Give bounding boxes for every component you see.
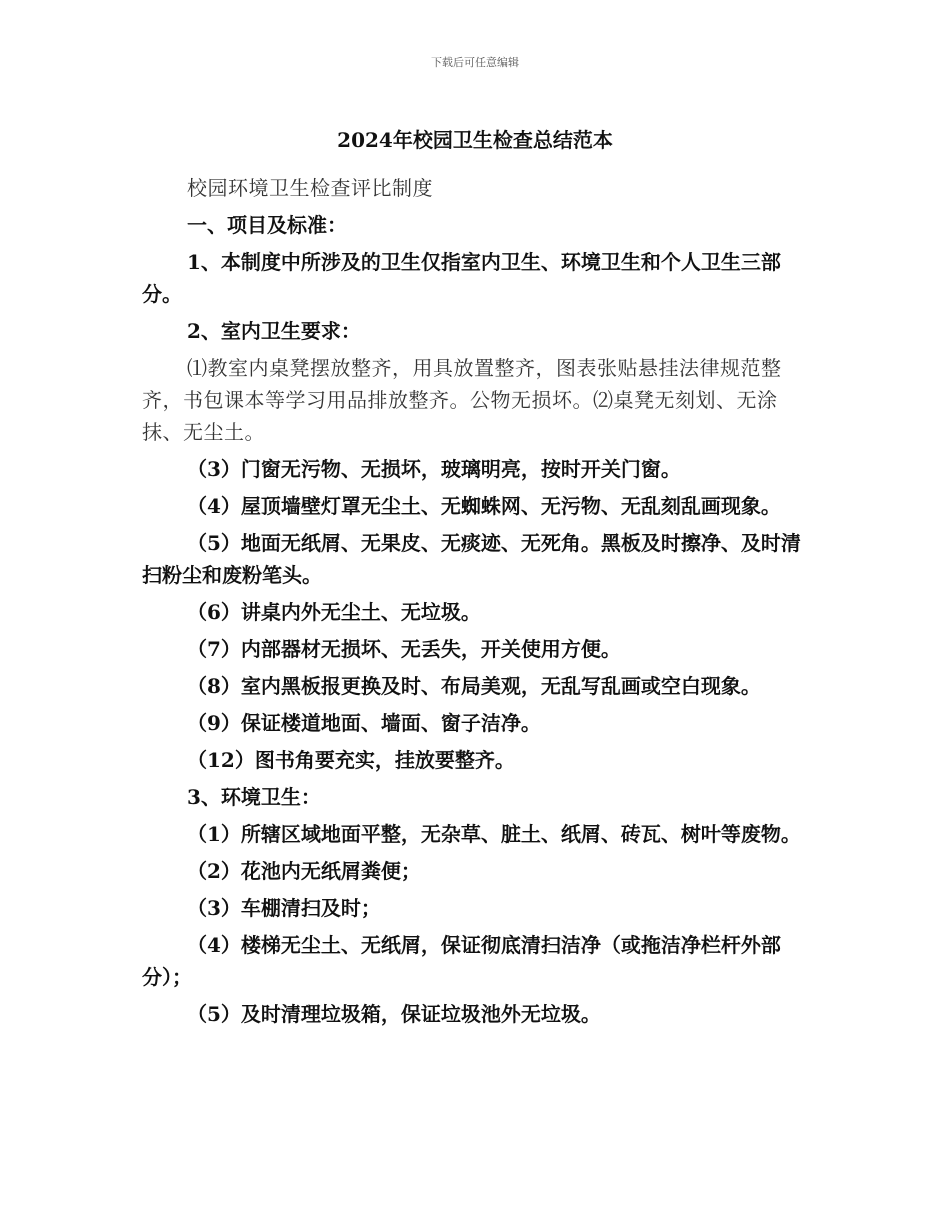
paragraph: （3）车棚清扫及时；	[187, 896, 381, 920]
document-title: 2024年校园卫生检查总结范本	[337, 128, 613, 152]
paragraph: （6）讲桌内外无尘土、无垃圾。	[187, 600, 481, 624]
document-body	[142, 172, 812, 1035]
paragraph: （5）地面无纸屑、无果皮、无痰迹、无死角。黑板及时擦净、及时清扫粉尘和废粉笔头。	[142, 531, 801, 587]
paragraph: ⑴教室内桌凳摆放整齐，用具放置整齐，图表张贴悬挂法律规范整齐，书包课本等学习用品排放整齐。公物无损坏。⑵桌凳无刻划、无涂抹、无尘土。	[142, 356, 782, 444]
paragraph: （8）室内黑板报更换及时、布局美观，无乱写乱画或空白现象。	[187, 674, 761, 698]
paragraph: （3）门窗无污物、无损坏，玻璃明亮，按时开关门窗。	[187, 457, 681, 481]
paragraph: （1）所辖区域地面平整，无杂草、脏土、纸屑、砖瓦、树叶等废物。	[187, 822, 801, 846]
paragraph: 2、室内卫生要求：	[187, 319, 361, 343]
paragraph: 3、环境卫生：	[187, 785, 321, 809]
paragraph: （12）图书角要充实，挂放要整齐。	[187, 748, 515, 772]
paragraph: 1、本制度中所涉及的卫生仅指室内卫生、环境卫生和个人卫生三部分。	[142, 250, 781, 306]
paragraph: 校园环境卫生检查评比制度	[187, 176, 433, 200]
paragraph: （4）屋顶墙壁灯罩无尘土、无蜘蛛网、无污物、无乱刻乱画现象。	[187, 494, 781, 518]
header-note: 下载后可任意编辑	[431, 56, 519, 69]
paragraph: （7）内部器材无损坏、无丢失，开关使用方便。	[187, 637, 621, 661]
paragraph: （2）花池内无纸屑粪便；	[187, 859, 421, 883]
paragraph: （9）保证楼道地面、墙面、窗子洁净。	[187, 711, 541, 735]
paragraph: （5）及时清理垃圾箱，保证垃圾池外无垃圾。	[187, 1002, 601, 1026]
paragraph: （4）楼梯无尘土、无纸屑，保证彻底清扫洁净（或拖洁净栏杆外部分）；	[142, 933, 781, 989]
paragraph: 一、项目及标准：	[187, 213, 347, 237]
